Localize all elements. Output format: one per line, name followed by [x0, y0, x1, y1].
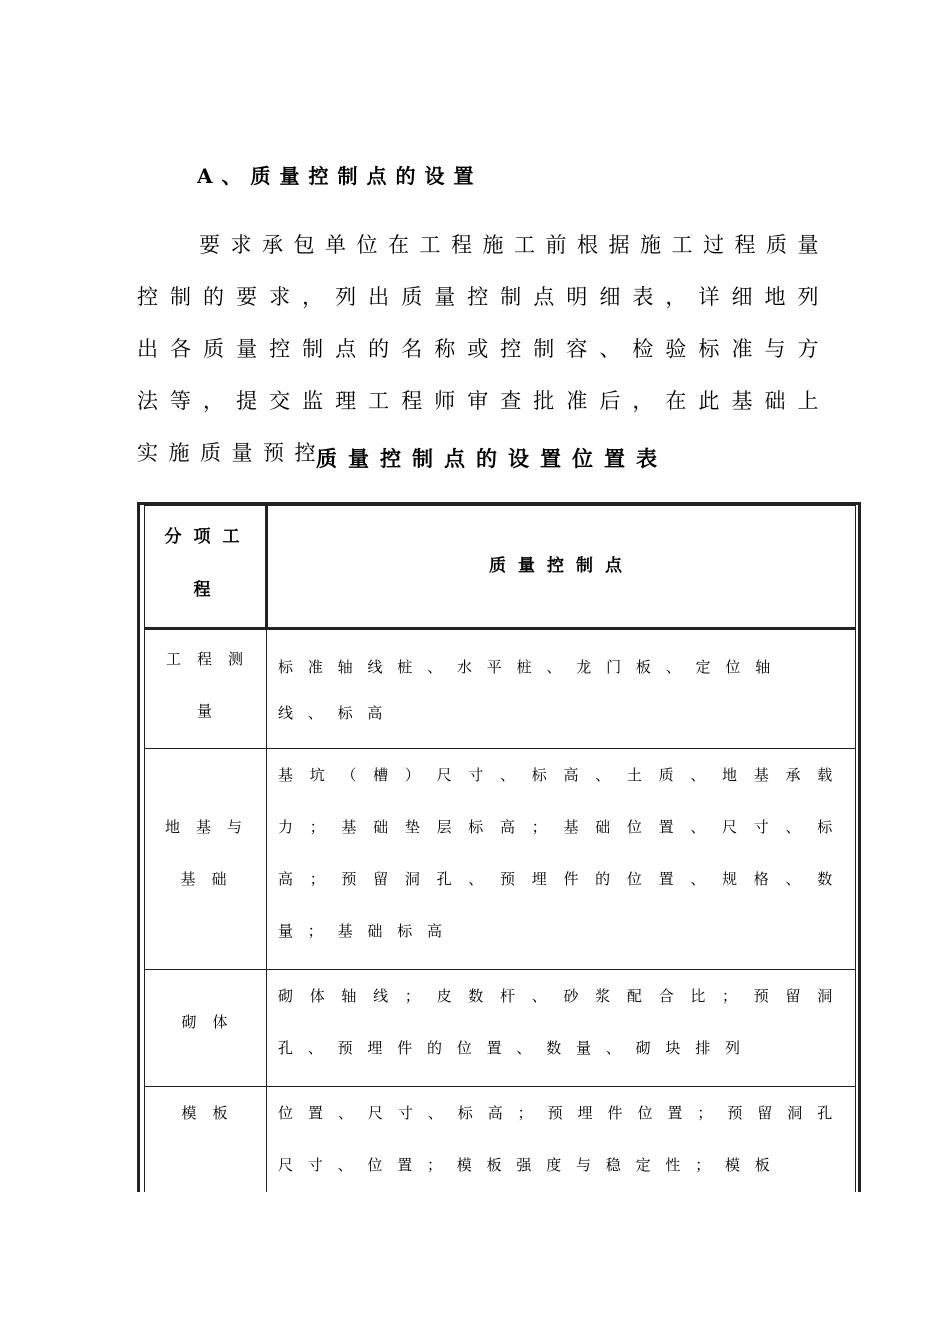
item-cell — [145, 1087, 267, 1193]
points-text: 位置、尺寸、标高；预埋件位置；预留洞孔尺寸、位置；模板强度与稳定性；模板 — [278, 1104, 847, 1174]
item-cell — [145, 629, 267, 749]
body-paragraph: 要求承包单位在工程施工前根据施工过程质量控制的要求，列出质量控制点明细表，详细地列出各质量控制点的名称或控制容、检验标准与方法等，提交监理工程师审查批准后，在此基础上实施质量预控。 — [137, 233, 829, 465]
points-cell — [267, 970, 856, 1087]
control-point-table — [137, 502, 861, 1192]
item-cell — [145, 970, 267, 1087]
table-row — [145, 629, 856, 749]
table-row — [145, 749, 856, 970]
header-cell-points — [267, 506, 856, 629]
header-points-label: 质量控制点 — [489, 556, 634, 576]
points-cell — [267, 629, 856, 749]
header-item-label: 分项工程 — [164, 527, 252, 600]
table-row — [145, 1087, 856, 1193]
table-row — [145, 970, 856, 1087]
header-cell-item — [145, 506, 267, 629]
points-text: 标准轴线桩、水平桩、龙门板、定位轴线、标高 — [278, 658, 785, 722]
item-label: 工程测量 — [165, 650, 259, 720]
item-label: 地基与基础 — [164, 818, 258, 888]
table-header-row — [145, 506, 856, 629]
points-text: 基坑（槽）尺寸、标高、土质、地基承载力；基础垫层标高；基础位置、尺寸、标高；预留洞孔、预埋件的位置、规格、数量；基础标高 — [278, 766, 847, 940]
section-heading: A、质量控制点的设置 — [197, 164, 483, 188]
item-cell — [145, 749, 267, 970]
points-cell — [267, 749, 856, 970]
table-title: 质量控制点的设置位置表 — [316, 446, 668, 471]
points-cell — [267, 1087, 856, 1193]
item-label: 模板 — [181, 1104, 244, 1122]
item-label: 砌体 — [181, 1013, 244, 1031]
points-text: 砌体轴线；皮数杆、砂浆配合比；预留洞孔、预埋件的位置、数量、砌块排列 — [278, 987, 847, 1057]
